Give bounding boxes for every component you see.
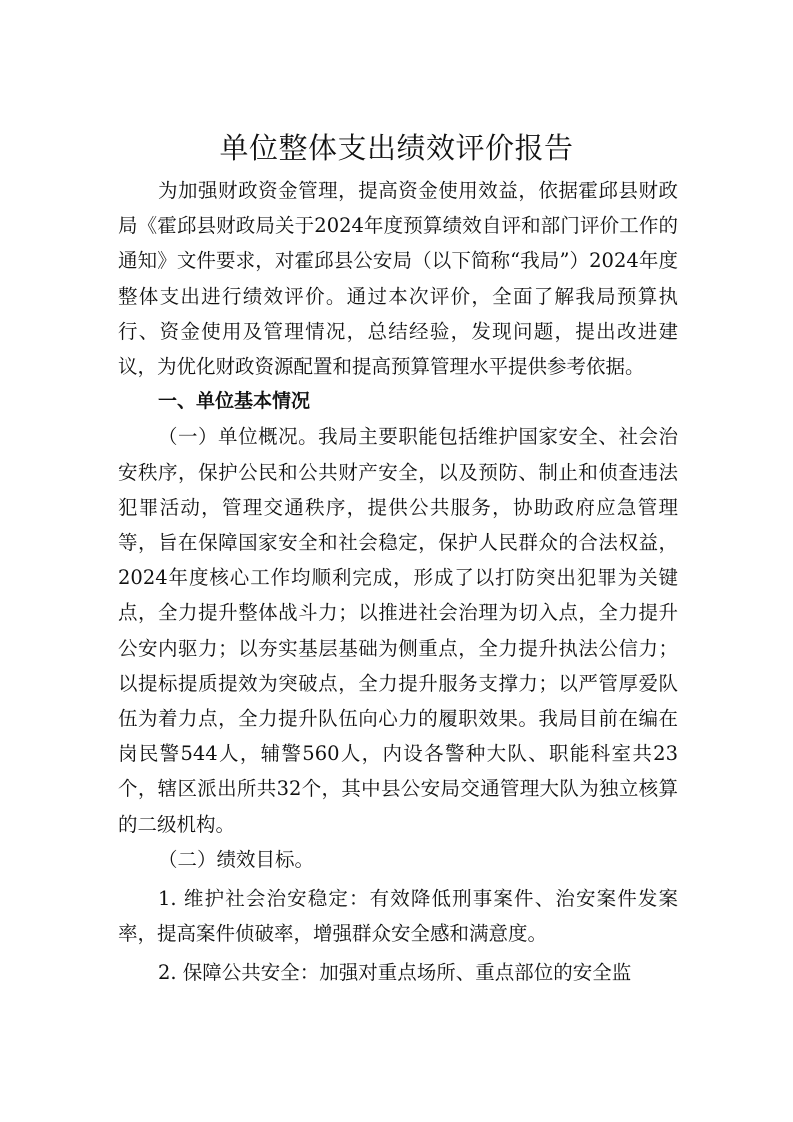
unit-overview-paragraph: （一）单位概况。我局主要职能包括维护国家安全、社会治安秩序，保护公民和公共财产安全，以及预防、制止和侦查违法犯罪活动，管理交通秩序，提供公共服务，协助政府应急管理等，旨在保障国家安全和社会稳定，保护人民群众的合法权益，2024年度核心工作均顺利完成，形成了以打防突出犯罪为关键点，全力提升整体战斗力；以推进社会治理为切入点，全力提升公安内驱力；以夯实基层基础为侧重点，全力提升执法公信力；以提标提质提效为突破点，全力提升服务支撑力；以严管厚爱队伍为着力点，全力提升队伍向心力的履职效果。我局目前在编在岗民警544人，辅警560人，内设各警种大队、职能科室共23个，辖区派出所共32个，其中县公安局交通管理大队为独立核算的二级机构。 bbox=[118, 425, 678, 836]
document-title: 单位整体支出绩效评价报告 bbox=[219, 131, 574, 165]
section-heading-basic-info: 一、单位基本情况 bbox=[158, 390, 311, 413]
goal-item-1: 1. 维护社会治安稳定：有效降低刑事案件、治安案件发案率，提高案件侦破率，增强群众安全感和满意度。 bbox=[118, 887, 678, 946]
intro-paragraph: 为加强财政资金管理，提高资金使用效益，依据霍邱县财政局《霍邱县财政局关于2024年度预算绩效自评和部门评价工作的通知》文件要求，对霍邱县公安局（以下简称“我局”）2024年度整体支出进行绩效评价。通过本次评价，全面了解我局预算执行、资金使用及管理情况，总结经验，发现问题，提出改进建议，为优化财政资源配置和提高预算管理水平提供参考依据。 bbox=[118, 179, 678, 379]
document-body bbox=[118, 173, 678, 991]
goal-item-2: 2. 保障公共安全：加强对重点场所、重点部位的安全监 bbox=[158, 961, 632, 985]
performance-goals-heading: （二）绩效目标。 bbox=[158, 847, 315, 871]
